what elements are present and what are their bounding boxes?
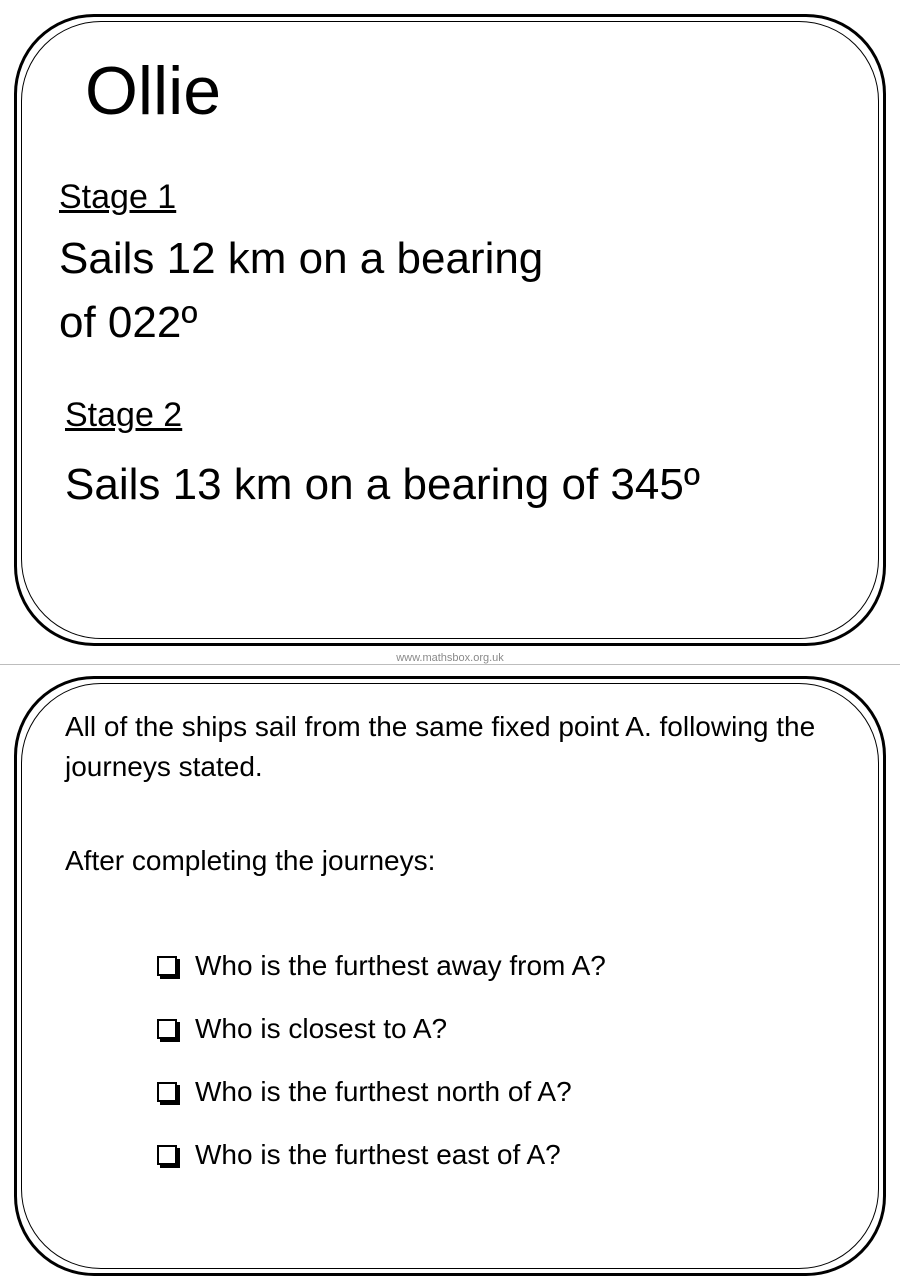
question-item [157,934,606,997]
question-text: Who is the furthest north of A? [195,1075,572,1107]
question-item [157,1060,606,1123]
question-text: Who is the furthest away from A? [195,949,606,981]
page-divider [0,664,900,665]
question-list [157,934,606,1186]
checkbox-icon[interactable] [157,1082,177,1102]
ship-name: Ollie [85,53,222,129]
footer-url-text: www.mathsbox.org.uk [390,652,510,664]
stage-1-text: Sails 12 km on a bearing of 022º [59,234,544,347]
instructions-intro: All of the ships sail from the same fixed point A. following the journeys stated. [65,711,816,782]
checkbox-icon[interactable] [157,1145,177,1165]
instructions-card [14,676,886,1276]
question-text: Who is closest to A? [195,1012,448,1044]
ship-card [14,14,886,646]
question-item [157,997,606,1060]
stage-2-label: Stage 2 [65,396,183,434]
question-item [157,1123,606,1186]
checkbox-icon[interactable] [157,1019,177,1039]
stage-2-text: Sails 13 km on a bearing of 345º [65,460,700,509]
checkbox-icon[interactable] [157,956,177,976]
instructions-after: After completing the journeys: [65,845,436,876]
question-text: Who is the furthest east of A? [195,1138,561,1170]
footer-url [0,652,900,664]
stage-1-label: Stage 1 [59,178,177,216]
